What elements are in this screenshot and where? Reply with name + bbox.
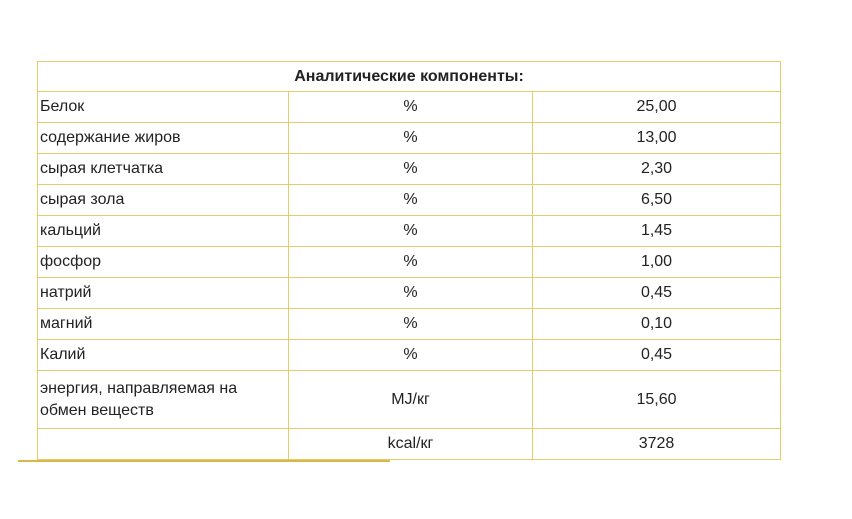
component-value: 15,60 (533, 371, 781, 429)
component-value: 6,50 (533, 185, 781, 216)
component-unit: % (289, 123, 533, 154)
component-name: сырая зола (38, 185, 289, 216)
component-value: 1,45 (533, 216, 781, 247)
component-unit: % (289, 247, 533, 278)
component-name: Белок (38, 92, 289, 123)
component-name: натрий (38, 278, 289, 309)
table-row (38, 123, 781, 154)
component-value: 13,00 (533, 123, 781, 154)
table-title: Аналитические компоненты: (38, 62, 781, 92)
table-row (38, 247, 781, 278)
component-unit: % (289, 216, 533, 247)
component-name: энергия, направляемая на обмен веществ (38, 371, 289, 429)
table-row (38, 154, 781, 185)
analytical-components-table (37, 61, 781, 460)
component-name: фосфор (38, 247, 289, 278)
table-row (38, 92, 781, 123)
component-unit: % (289, 278, 533, 309)
table-row (38, 371, 781, 429)
component-name (38, 429, 289, 460)
table-row (38, 185, 781, 216)
component-unit: kcal/кг (289, 429, 533, 460)
component-value: 25,00 (533, 92, 781, 123)
table-row (38, 278, 781, 309)
table-row (38, 340, 781, 371)
table-row (38, 429, 781, 460)
component-value: 0,10 (533, 309, 781, 340)
component-unit: % (289, 309, 533, 340)
component-value: 3728 (533, 429, 781, 460)
component-name: магний (38, 309, 289, 340)
component-unit: % (289, 340, 533, 371)
component-value: 2,30 (533, 154, 781, 185)
component-name: содержание жиров (38, 123, 289, 154)
table-header-row (38, 62, 781, 92)
component-unit: % (289, 185, 533, 216)
component-value: 1,00 (533, 247, 781, 278)
table-row (38, 309, 781, 340)
component-unit: % (289, 154, 533, 185)
component-value: 0,45 (533, 340, 781, 371)
table-row (38, 216, 781, 247)
component-name: сырая клетчатка (38, 154, 289, 185)
component-unit: MJ/кг (289, 371, 533, 429)
component-unit: % (289, 92, 533, 123)
component-name: кальций (38, 216, 289, 247)
component-value: 0,45 (533, 278, 781, 309)
component-name: Калий (38, 340, 289, 371)
divider-line (18, 460, 390, 462)
